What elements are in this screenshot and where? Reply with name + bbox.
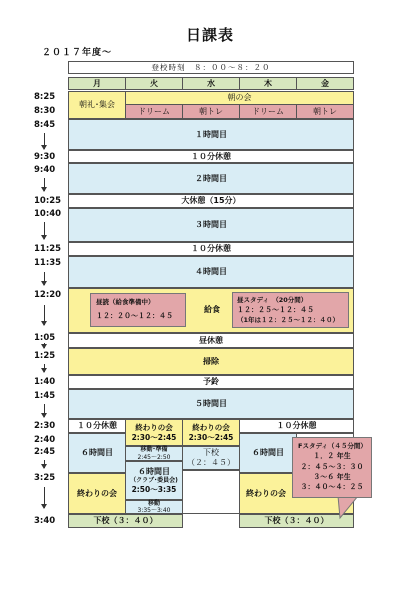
down-arrow-icon <box>44 178 45 191</box>
time-label: 1:40 <box>34 377 56 387</box>
closing-label: 終わりの会 <box>246 488 286 498</box>
down-arrow-icon <box>44 222 45 239</box>
time-label: 1:05 <box>34 333 56 343</box>
time-label: 3:25 <box>34 473 56 483</box>
study-first-grade: （1年は１２：２５～１２：４０） <box>237 315 340 324</box>
time-label: 10:25 <box>34 196 62 206</box>
period-1: １時間目 <box>68 119 354 150</box>
big-break: 大休憩（15分） <box>68 194 354 208</box>
wednesday-closing <box>182 419 240 446</box>
lunch-study-box <box>232 292 349 328</box>
fstudy-time12: ２：４５～３：３０ <box>300 462 364 471</box>
time-label: 2:30 <box>34 421 56 431</box>
dismissal-label: 下校 <box>203 448 219 457</box>
time-label: 2:40 <box>34 435 56 445</box>
training-friday: 朝トレ <box>296 104 354 119</box>
monday-period-6: ６時間目 <box>68 433 126 473</box>
down-arrow-icon <box>44 305 45 325</box>
fstudy-time36: ３：４０～４：２５ <box>300 482 364 491</box>
dismissal-time: （２：４５） <box>187 458 235 467</box>
day-thursday: 木 <box>239 77 297 90</box>
period-3: ３時間目 <box>68 208 354 242</box>
tuesday-closing <box>125 419 183 446</box>
monday-closing: 終わりの会 <box>68 473 126 514</box>
period-4: ４時間目 <box>68 256 354 288</box>
cleaning: 掃除 <box>68 348 354 375</box>
time-label: 10:40 <box>34 209 62 219</box>
ten-minute-break: １０分休憩 <box>68 242 354 256</box>
tuesday-period-6 <box>125 461 183 500</box>
thursday-period-6: ６時間目 <box>239 433 297 473</box>
training-wednesday: 朝トレ <box>182 104 240 119</box>
fstudy-callout-tail <box>336 496 366 520</box>
closing-label: 終わりの会 <box>192 423 230 433</box>
reading-time: １２：２０～１２：４５ <box>96 312 173 321</box>
down-arrow-icon <box>44 487 45 508</box>
day-wednesday: 水 <box>182 77 240 90</box>
closing-label: 終わりの会 <box>135 423 173 433</box>
page-title: 日課表 <box>185 26 234 44</box>
down-arrow-icon <box>44 364 45 372</box>
period-6-time: 2:50～3:35 <box>131 484 177 494</box>
school-year: ２０１７年度～ <box>42 48 113 58</box>
time-label: 11:25 <box>34 244 62 254</box>
time-label: 3:40 <box>34 516 56 526</box>
time-label: 8:45 <box>34 120 56 130</box>
down-arrow-icon <box>44 460 45 468</box>
monday-ten-minute-break: １０分休憩 <box>68 419 126 433</box>
day-friday: 金 <box>296 77 354 90</box>
move-time: 3:35～3:40 <box>137 507 171 514</box>
time-label: 1:25 <box>34 351 56 361</box>
ten-minute-break: １０分休憩 <box>68 150 354 163</box>
arrival-time: 登校時刻 ８：００～８：２０ <box>68 61 354 74</box>
tuesday-move <box>125 500 183 514</box>
time-label: 12:20 <box>34 290 62 300</box>
warning-bell: 予鈴 <box>68 375 354 389</box>
down-arrow-icon <box>44 272 45 285</box>
period-5: ５時間目 <box>68 389 354 419</box>
time-label: 8:25 <box>34 92 56 102</box>
move-prep-time: 2:45～2:50 <box>137 453 171 461</box>
club-committee: （クラブ･委員会) <box>130 477 178 485</box>
study-title: 昼スタディ （20分間） <box>237 296 308 304</box>
fstudy-title: Fスタディ（４５分間） <box>298 442 367 450</box>
thursday-friday-ten-minute-break: １０分休憩 <box>239 419 354 433</box>
period-6-label: ６時間目 <box>138 467 170 477</box>
fstudy-grade12: １．２ 年生 <box>313 452 351 461</box>
move-label: 移動 <box>147 499 160 507</box>
wednesday-empty <box>182 470 240 514</box>
day-monday: 月 <box>68 77 126 90</box>
noon-break: 昼休憩 <box>68 333 354 348</box>
dream-tuesday: ドリーム <box>125 104 183 119</box>
time-label: 9:40 <box>34 165 56 175</box>
time-label: 1:45 <box>34 391 56 401</box>
dismissal-monday: 下校（３：４０） <box>68 514 183 528</box>
time-label: 8:30 <box>34 106 56 116</box>
lunch-label: 給食 <box>204 305 220 314</box>
down-arrow-icon <box>44 133 45 149</box>
tuesday-move-prep <box>125 446 183 461</box>
reading-title: 昼読（給食準備中） <box>96 298 155 306</box>
move-prep-label: 移動･準備 <box>140 446 168 454</box>
down-arrow-icon <box>44 343 45 348</box>
time-label: 9:30 <box>34 152 56 162</box>
fstudy-box <box>292 437 372 498</box>
time-label: 2:45 <box>34 447 56 457</box>
wednesday-dismissal <box>182 446 240 470</box>
lunch-reading-box <box>90 293 186 327</box>
closing-time: 2:30～2:45 <box>188 432 234 442</box>
down-arrow-icon <box>44 404 45 417</box>
monday-assembly: 朝礼･集会 <box>68 91 126 119</box>
dream-thursday: ドリーム <box>239 104 297 119</box>
morning-meeting: 朝の会 <box>125 91 354 105</box>
fstudy-grade36: ３～６ 年生 <box>313 472 351 481</box>
dismissal-thursday: 下校（３：４０） <box>239 514 354 528</box>
closing-time: 2:30～2:45 <box>131 432 177 442</box>
time-label: 11:35 <box>34 258 62 268</box>
period-2: ２時間目 <box>68 163 354 194</box>
study-time: １２：２５～１２：４５ <box>237 306 314 315</box>
day-tuesday: 火 <box>125 77 183 90</box>
